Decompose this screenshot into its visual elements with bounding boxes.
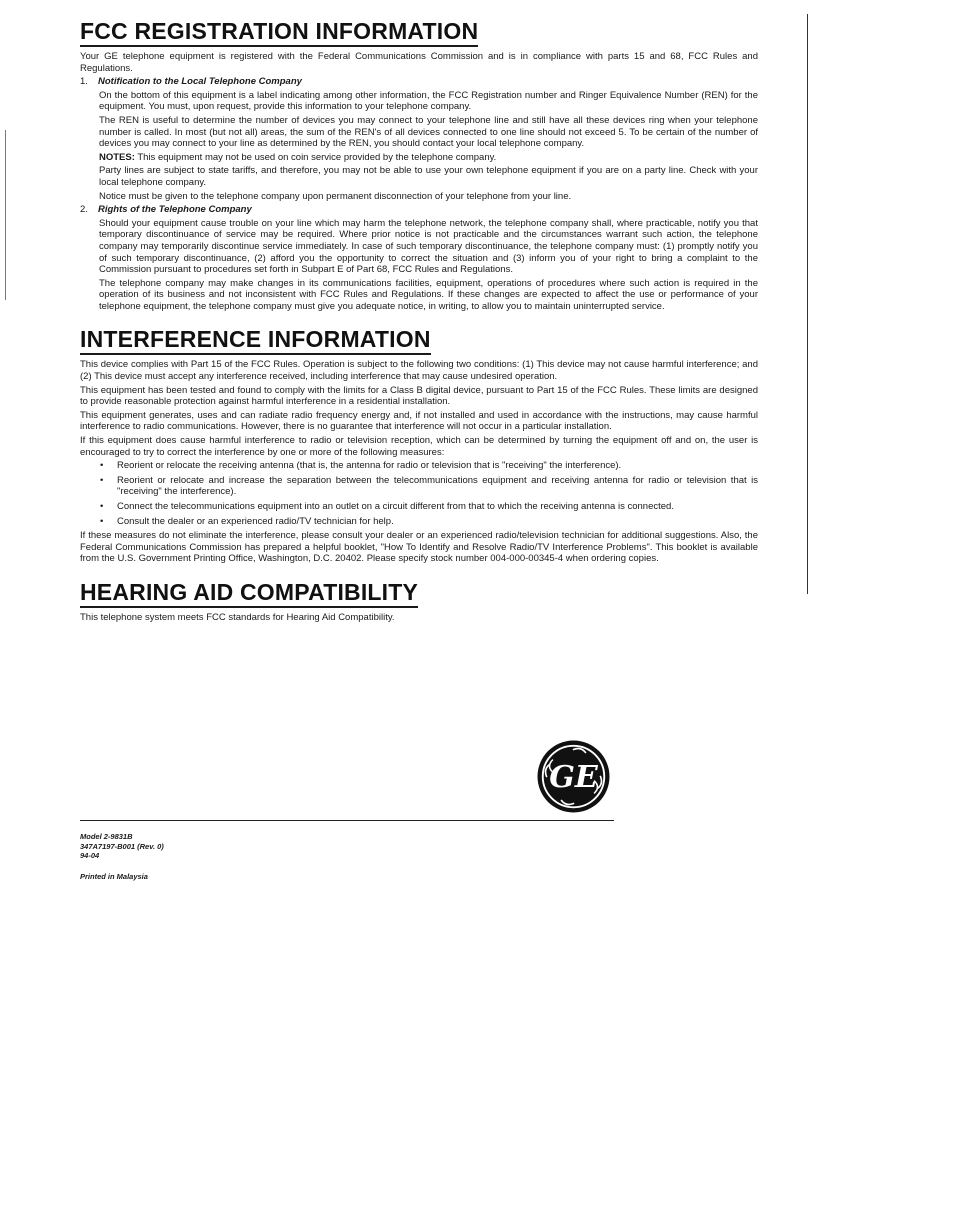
- footer-rule: [80, 820, 614, 821]
- footer-part-number: 347A7197-B001 (Rev. 0): [80, 841, 164, 851]
- interference-measures-list: [80, 460, 758, 527]
- interference-p4: If this equipment does cause harmful interference to radio or television reception, which can be determined by turning the equipment off and on, the user is encouraged to try to correct the interference by one or more of the following measures:: [80, 435, 758, 458]
- fcc-item1-body: [80, 90, 758, 202]
- interference-p5: If these measures do not eliminate the interference, please consult your dealer or an experienced radio/television technician for additional suggestions. Also, the Federal Communications Commission has prepared a helpful booklet, "How To Identify and Resolve Radio/TV Interference Problems". This booklet is available from the U.S. Government Printing Office, Washington, D.C. 20402. Please specify stock number 004-000-00345-4 when ordering copies.: [80, 530, 758, 565]
- fcc-item1-notes: [99, 152, 758, 164]
- interference-p2: This equipment has been tested and found to comply with the limits for a Class B digital device, pursuant to Part 15 of the FCC Rules. These limits are designed to provide reasonable protection against harmful interference in a residential installation.: [80, 384, 758, 408]
- fcc-item2-heading-text: Rights of the Telephone Company: [98, 204, 252, 216]
- fcc-section: [80, 18, 758, 312]
- fcc-item1-heading: [80, 76, 758, 88]
- hearing-p1: This telephone system meets FCC standards for Hearing Aid Compatibility.: [80, 611, 395, 623]
- fcc-title: FCC REGISTRATION INFORMATION: [80, 18, 478, 47]
- scan-edge-line: [807, 14, 808, 594]
- footer-model: Model 2-9831B: [80, 832, 133, 841]
- fcc-intro: Your GE telephone equipment is registered with the Federal Communications Commission and is in compliance with parts 15 and 68, FCC Rules and Regulations.: [80, 51, 758, 74]
- fcc-item1-p1: On the bottom of this equipment is a label indicating among other information, the FCC Registration number and Ringer Equivalence Number (REN) for the equipment. You must, upon request, provide this information to your telephone company.: [99, 89, 758, 113]
- fcc-item1-number: 1.: [80, 76, 88, 88]
- list-item: • Reorient or relocate the receiving antenna (that is, the antenna for radio or television that is "receiving" the interference).: [117, 460, 758, 472]
- scan-left-mark: [5, 130, 6, 300]
- fcc-item2-body: [80, 218, 758, 313]
- interference-p3: This equipment generates, uses and can radiate radio frequency energy and, if not installed and used in accordance with the instructions, may cause harmful interference to radio communications. However, there is no guarantee that interference will not occur in a particular installation.: [80, 409, 758, 433]
- hearing-title: HEARING AID COMPATIBILITY: [80, 579, 418, 608]
- list-item: • Reorient or relocate and increase the separation between the telecommunications equipment and receiving antenna for radio or television that is "receiving" the interference).: [117, 475, 758, 498]
- notes-label: NOTES:: [99, 151, 135, 163]
- interference-p1: This device complies with Part 15 of the FCC Rules. Operation is subject to the following two conditions: (1) This device may not cause harmful interference; and (2) This device must accept any interference received, including interference that may cause undesired operation.: [80, 359, 758, 383]
- ge-logo: [536, 739, 611, 814]
- interference-section: [80, 314, 758, 565]
- fcc-item2-p2: The telephone company may make changes in its communications facilities, equipment, operations of procedures where such action is required in the operation of its business and not inconsistent with FCC Rules and Regulations. If these changes are expected to affect the use or performance of your telephone equipment, the telephone company must give you adequate notice, in writing, to allow you to maintain uninterrupted service.: [99, 277, 758, 312]
- document-page: [80, 18, 758, 626]
- fcc-item2-p1: Should your equipment cause trouble on your line which may harm the telephone network, the telephone company shall, where practicable, notify you that temporary discontinuance of service may be required. Where prior notice is not practicable and the circumstances warrant such action, the telephone company may temporarily discontinue service immediately. In case of such temporary discontinuance, the telephone company must: (1) promptly notify you of such temporary discontinuance, (2) afford you the opportunity to correct the situation and (3) inform you of your right to bring a complaint to the Commission pursuant to procedures set forth in Subpart E of Part 68, FCC Rules and Regulations.: [99, 217, 758, 276]
- interference-title: INTERFERENCE INFORMATION: [80, 326, 431, 355]
- fcc-item1-p3: Party lines are subject to state tariffs, and therefore, you may not be able to use your own telephone equipment if you are on a party line. Check with your local telephone company.: [99, 165, 758, 188]
- fcc-item1-p4: Notice must be given to the telephone company upon permanent disconnection of your telephone from your line.: [99, 190, 572, 202]
- ge-logo-text: GE: [549, 760, 598, 795]
- fcc-item1-p2: The REN is useful to determine the number of devices you may connect to your telephone line and still have all these devices ring when your telephone number is called. In most (but not all) areas, the sum of the REN's of all devices connected to one line should not exceed 5. To be certain of the number of devices you may connect to your line as determined by the REN, you should contact your local telephone company.: [99, 114, 758, 150]
- list-item: • Consult the dealer or an experienced radio/TV technician for help.: [117, 516, 758, 528]
- ge-monogram-logo-icon: [536, 739, 611, 814]
- footer: [80, 832, 164, 881]
- fcc-item2-number: 2.: [80, 204, 88, 216]
- fcc-item1-heading-text: Notification to the Local Telephone Company: [98, 76, 302, 88]
- notes-text: This equipment may not be used on coin service provided by the telephone company.: [134, 151, 497, 163]
- footer-printed: Printed in Malaysia: [80, 871, 148, 881]
- footer-date: 94-04: [80, 851, 100, 861]
- list-item: • Connect the telecommunications equipment into an outlet on a circuit different from that to which the receiving antenna is connected.: [117, 501, 758, 513]
- hearing-section: [80, 567, 758, 624]
- fcc-item2-heading: [80, 204, 758, 216]
